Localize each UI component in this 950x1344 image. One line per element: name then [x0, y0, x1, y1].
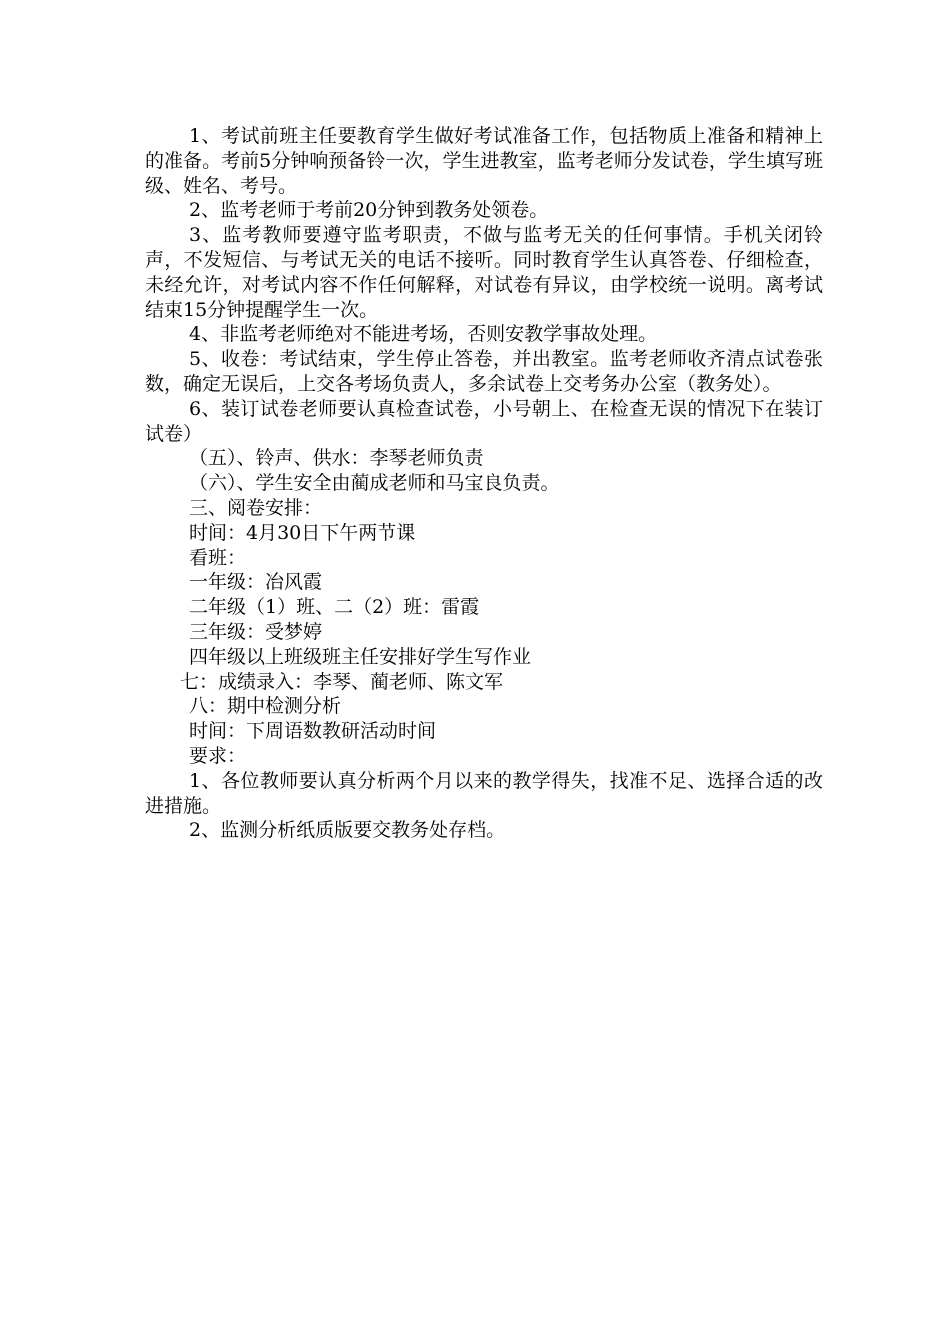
paragraph-collect-papers: 2、监考老师于考前20分钟到教务处领卷。 — [189, 199, 549, 222]
paragraph-requirement-2: 2、监测分析纸质版要交教务处存档。 — [189, 819, 506, 842]
paragraph-proctor-duties: 3、监考教师要遵守监考职责，不做与监考无关的任何事情。手机关闭铃声，不发短信、与考试无关的电话不接听。同时教育学生认真答卷、仔细检查，未经允许，对考试内容不作任何解释，对试卷有异议，由学校统一说明。离考试结束15分钟提醒学生一次。 — [145, 224, 823, 321]
paragraph-collect-exams: 5、收卷：考试结束，学生停止答卷，并出教室。监考老师收齐清点试卷张数，确定无误后，上交各考场负责人，多余试卷上交考务办公室（教务处）。 — [145, 348, 823, 395]
paragraph-binding: 6、装订试卷老师要认真检查试卷，小号朝上、在检查无误的情况下在装订试卷） — [145, 397, 823, 445]
paragraph-exam-prep: 1、考试前班主任要教育学生做好考试准备工作，包括物质上准备和精神上的准备。考前5分钟响预备铃一次，学生进教室，监考老师分发试卷，学生填写班级、姓名、考号。 — [145, 125, 823, 197]
paragraph-non-proctor-rule: 4、非监考老师绝对不能进考场，否则安教学事故处理。 — [189, 323, 658, 346]
paragraph-grade-2: 二年级（1）班、二（2）班：雷霞 — [189, 596, 480, 619]
paragraph-grade-1: 一年级：冶风霞 — [189, 571, 323, 594]
paragraph-grading-time: 时间：4月30日下午两节课 — [189, 521, 416, 544]
section-heading-analysis: 八：期中检测分析 — [189, 695, 342, 718]
section-heading-grading: 三、阅卷安排： — [189, 496, 323, 519]
paragraph-requirements-label: 要求： — [189, 744, 247, 767]
paragraph-requirement-1: 1、各位教师要认真分析两个月以来的教学得失，找准不足、选择合适的改进措施。 — [145, 769, 823, 817]
paragraph-bell-water: （五）、铃声、供水：李琴老师负责 — [189, 447, 484, 470]
paragraph-grade-4-plus: 四年级以上班级班主任安排好学生写作业 — [189, 645, 532, 668]
section-heading-score-entry: 七：成绩录入：李琴、蔺老师、陈文军 — [180, 670, 504, 693]
paragraph-supervision: 看班： — [189, 546, 247, 569]
document-body — [145, 124, 823, 843]
paragraph-grade-3: 三年级：受梦婷 — [189, 620, 323, 643]
paragraph-analysis-time: 时间：下周语数教研活动时间 — [189, 720, 437, 743]
paragraph-student-safety: （六）、学生安全由蔺成老师和马宝良负责。 — [189, 472, 560, 495]
